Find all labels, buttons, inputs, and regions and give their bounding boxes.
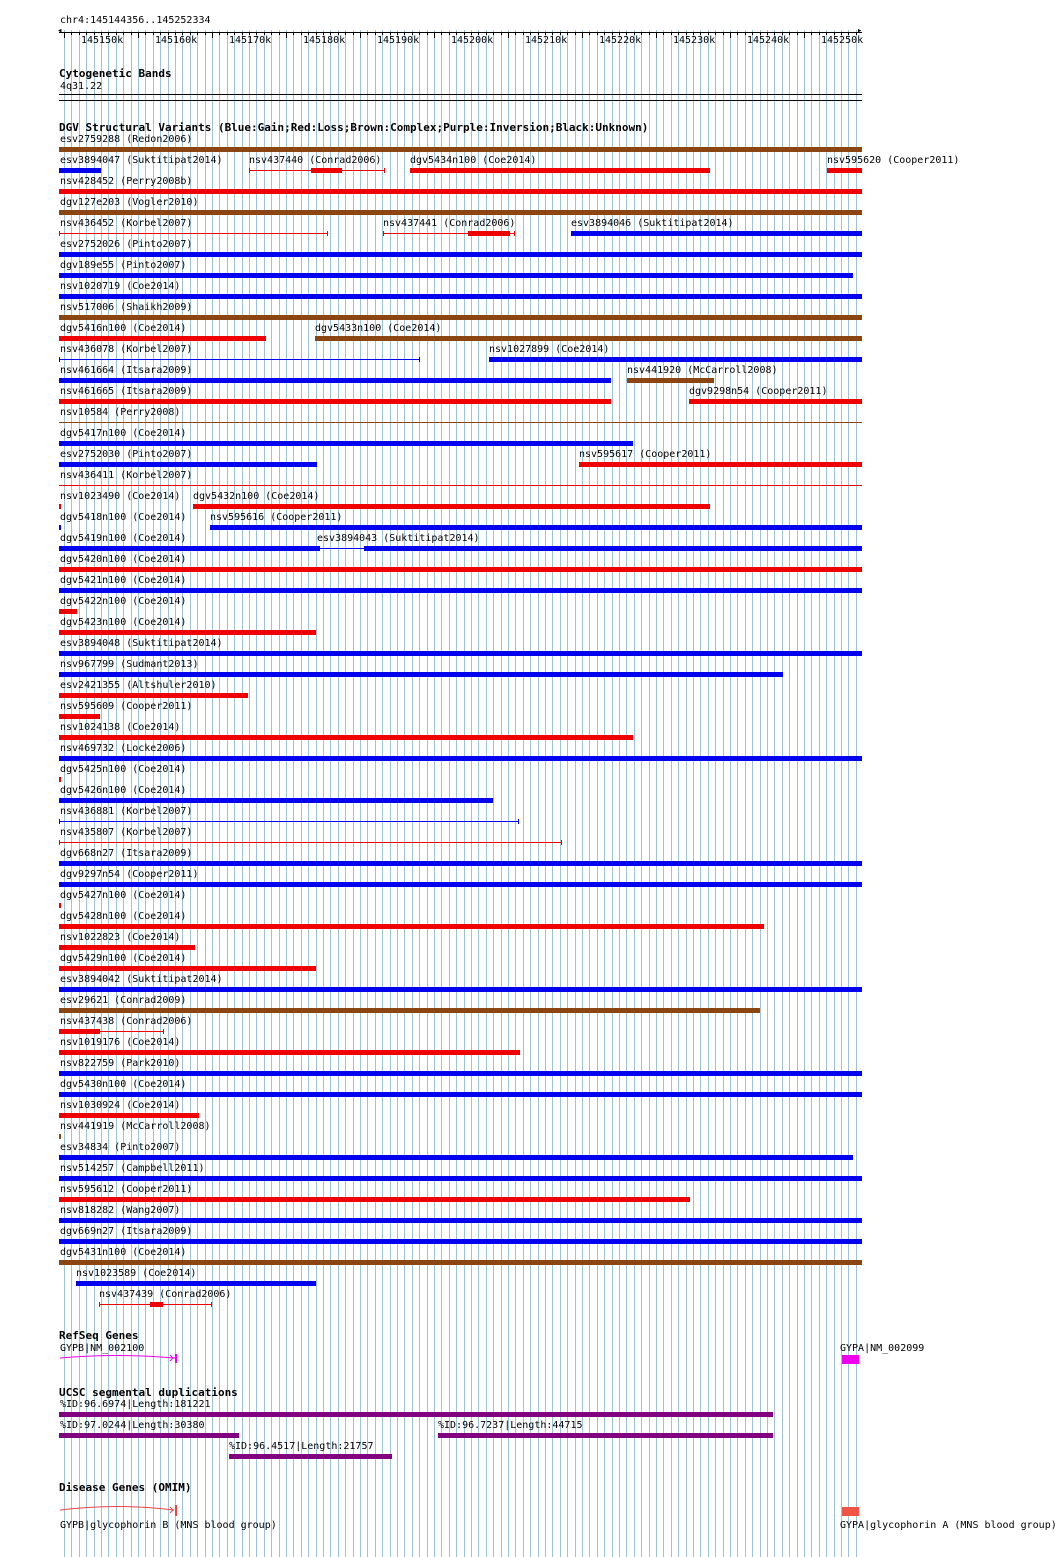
dgv-feature-bar[interactable] [59,168,101,173]
dgv-feature-bar[interactable] [59,399,611,404]
dgv-feature-label[interactable]: nsv436411 (Korbel2007) [60,470,193,481]
dgv-feature-label[interactable]: nsv595612 (Cooper2011) [60,1184,193,1195]
segdup-feature-bar[interactable] [229,1454,392,1459]
segdup-track-title[interactable]: UCSC segmental duplications [59,1386,238,1399]
dgv-feature-label[interactable]: nsv428452 (Perry2008b) [60,176,193,187]
dgv-feature-bar[interactable] [59,966,316,971]
dgv-feature-bar[interactable] [364,546,862,551]
dgv-feature-label[interactable]: nsv822759 (Park2010) [60,1058,181,1069]
dgv-feature-label[interactable]: dgv5427n100 (Coe2014) [60,890,187,901]
dgv-feature-bar[interactable] [59,609,77,614]
dgv-feature-label[interactable]: nsv1022823 (Coe2014) [60,932,181,943]
dgv-feature-label[interactable]: dgv9297n54 (Cooper2011) [60,869,199,880]
dgv-feature-label[interactable]: nsv461665 (Itsara2009) [60,386,193,397]
dgv-feature-span[interactable] [59,233,328,234]
dgv-feature-bar[interactable] [59,693,248,698]
ruler-major-tick [360,33,361,38]
disease-gene-gypa-model[interactable] [842,1507,859,1516]
dgv-feature-bar[interactable] [59,798,493,803]
dgv-feature-label[interactable]: nsv436452 (Korbel2007) [60,218,193,229]
dgv-feature-label[interactable]: nsv436078 (Korbel2007) [60,344,193,355]
dgv-feature-bar[interactable] [311,168,342,173]
dgv-feature-span[interactable] [59,422,862,423]
ruler-minor-tick [205,33,206,35]
dgv-feature-bar[interactable] [59,1176,862,1181]
ruler-minor-tick [301,33,302,35]
ruler-major-tick [434,33,435,38]
dgv-feature-bar[interactable] [59,567,862,572]
ruler-minor-tick [745,33,746,35]
dgv-feature-label[interactable]: nsv514257 (Campbell2011) [60,1163,205,1174]
ruler-tick-label: 145250k [821,35,864,46]
dgv-feature-bar[interactable] [571,231,862,236]
dgv-feature-label[interactable]: dgv5434n100 (Coe2014) [410,155,537,166]
dgv-feature-label[interactable]: dgv127e203 (Vogler2010) [60,197,199,208]
ruler-minor-tick [375,33,376,35]
dgv-feature-end [514,231,515,236]
dgv-feature-bar[interactable] [59,1050,520,1055]
ruler-right-arrow: ▸ [857,26,863,36]
dgv-feature-label[interactable]: dgv5423n100 (Coe2014) [60,617,187,628]
dgv-feature-end [59,357,60,362]
ruler-minor-tick [649,33,650,35]
dgv-feature-bar[interactable] [59,756,862,761]
ruler-major-tick [138,33,139,38]
gene-model-gypa[interactable] [842,1355,859,1364]
dgv-feature-label[interactable]: esv2421355 (Altshuler2010) [60,680,217,691]
dgv-feature-label[interactable]: dgv9298n54 (Cooper2011) [689,386,828,397]
dgv-feature-label[interactable]: nsv441920 (McCarroll2008) [627,365,778,376]
ruler-minor-tick [819,33,820,35]
dgv-feature-label[interactable]: dgv5433n100 (Coe2014) [315,323,442,334]
dgv-feature-label[interactable]: esv3894043 (Suktitipat2014) [317,533,480,544]
dgv-feature-end [59,840,60,845]
dgv-feature-span[interactable] [59,485,862,486]
dgv-feature-label[interactable]: nsv437438 (Conrad2006) [60,1016,193,1027]
dgv-feature-bar[interactable] [59,336,266,341]
ruler-minor-tick [515,33,516,35]
ruler-minor-tick [219,33,220,35]
dgv-feature-bar[interactable] [59,1218,862,1223]
dgv-feature-bar[interactable] [59,924,764,929]
dgv-feature-bar[interactable] [59,903,61,908]
ruler-minor-tick [145,33,146,35]
segdup-feature-bar[interactable] [438,1433,773,1438]
dgv-feature-label[interactable]: nsv818282 (Wang2007) [60,1205,181,1216]
cytoband-line [59,94,862,95]
ruler-minor-tick [131,33,132,35]
ruler-tick-label: 145220k [599,35,642,46]
dgv-feature-bar[interactable] [76,1281,316,1286]
ruler-minor-tick [71,33,72,35]
dgv-feature-bar[interactable] [59,462,317,467]
dgv-feature-label[interactable]: dgv5417n100 (Coe2014) [60,428,187,439]
dgv-feature-bar[interactable] [59,546,317,551]
dgv-feature-bar[interactable] [59,1092,862,1097]
dgv-feature-bar[interactable] [59,987,862,992]
dgv-feature-label[interactable]: dgv5426n100 (Coe2014) [60,785,187,796]
dgv-feature-bar[interactable] [59,1029,100,1034]
dgv-feature-bar[interactable] [59,1113,199,1118]
ruler-tick-label: 145240k [747,35,790,46]
dgv-feature-label[interactable]: esv2752026 (Pinto2007) [60,239,193,250]
ruler-minor-tick [797,33,798,35]
dgv-feature-label[interactable]: nsv1030924 (Coe2014) [60,1100,181,1111]
dgv-feature-bar[interactable] [689,399,862,404]
dgv-feature-bar[interactable] [315,336,862,341]
dgv-feature-bar[interactable] [579,462,862,467]
dgv-feature-label[interactable]: nsv1023589 (Coe2014) [76,1268,197,1279]
segdup-feature-label[interactable]: %ID:96.6974|Length:181221 [60,1399,211,1410]
dgv-track-title[interactable]: DGV Structural Variants (Blue:Gain;Red:Loss;Brown:Complex;Purple:Inversion;Black:Unknown) [59,121,649,134]
dgv-feature-label[interactable]: nsv437439 (Conrad2006) [99,1289,232,1300]
dgv-feature-label[interactable]: nsv595620 (Cooper2011) [827,155,960,166]
dgv-feature-label[interactable]: nsv595616 (Cooper2011) [210,512,343,523]
dgv-feature-label[interactable]: nsv461664 (Itsara2009) [60,365,193,376]
dgv-feature-end [211,1302,212,1307]
locus-label: chr4:145144356..145252334 [60,15,211,26]
ruler-minor-tick [575,33,576,35]
dgv-feature-bar[interactable] [59,1071,862,1076]
gene-label-gypa[interactable]: GYPA|NM_002099 [840,1343,925,1354]
dgv-feature-end [419,357,420,362]
dgv-feature-label[interactable]: dgv668n27 (Itsara2009) [60,848,193,859]
ruler-tick-label: 145150k [81,35,124,46]
ruler-tick-label: 145200k [451,35,494,46]
disease-gene-gypb-model[interactable] [59,1503,183,1519]
dgv-feature-bar[interactable] [627,378,714,383]
dgv-feature-label[interactable]: dgv5432n100 (Coe2014) [193,491,320,502]
dgv-feature-bar[interactable] [59,1155,853,1160]
ruler-minor-tick [811,33,812,35]
ruler-minor-tick [523,33,524,35]
ruler-major-tick [804,33,805,38]
dgv-feature-bar[interactable] [59,525,61,530]
dgv-feature-bar[interactable] [468,231,510,236]
dgv-feature-end [384,168,385,173]
dgv-feature-label[interactable]: dgv5422n100 (Coe2014) [60,596,187,607]
dgv-feature-end [327,231,328,236]
dgv-feature-end [249,168,250,173]
ruler-minor-tick [671,33,672,35]
dgv-feature-bar[interactable] [59,651,862,656]
ruler-minor-tick [589,33,590,35]
dgv-feature-label[interactable]: nsv436881 (Korbel2007) [60,806,193,817]
dgv-feature-bar[interactable] [59,588,862,593]
ruler-tick-label: 145170k [229,35,272,46]
segdup-feature-label[interactable]: %ID:96.7237|Length:44715 [438,1420,583,1431]
dgv-feature-span[interactable] [59,359,420,360]
dgv-feature-label[interactable]: nsv595617 (Cooper2011) [579,449,712,460]
dgv-feature-label[interactable]: nsv1027899 (Coe2014) [489,344,610,355]
dgv-feature-label[interactable]: dgv5430n100 (Coe2014) [60,1079,187,1090]
dgv-feature-bar[interactable] [59,735,633,740]
dgv-feature-bar[interactable] [410,168,710,173]
dgv-feature-bar[interactable] [59,945,195,950]
dgv-feature-bar[interactable] [59,378,611,383]
ruler-minor-tick [737,33,738,35]
ruler-minor-tick [441,33,442,35]
dgv-feature-bar[interactable] [59,630,316,635]
ruler-minor-tick [663,33,664,35]
gene-label-gypb[interactable]: GYPB|NM_002100 [60,1343,145,1354]
cytoband-track-title[interactable]: Cytogenetic Bands [59,67,172,80]
dgv-feature-label[interactable]: dgv5420n100 (Coe2014) [60,554,187,565]
dgv-feature-end [99,1302,100,1307]
dgv-feature-label[interactable]: nsv435807 (Korbel2007) [60,827,193,838]
dgv-feature-bar[interactable] [59,882,862,887]
ruler-major-tick [656,33,657,38]
dgv-feature-label[interactable]: esv3894046 (Suktitipat2014) [571,218,734,229]
ruler-major-tick [582,33,583,38]
dgv-feature-end [59,231,60,236]
dgv-feature-bar[interactable] [827,168,862,173]
ruler-tick-label: 145180k [303,35,346,46]
dgv-feature-bar[interactable] [59,672,783,677]
segdup-feature-label[interactable]: %ID:96.4517|Length:21757 [229,1441,374,1452]
dgv-feature-label[interactable]: nsv1019176 (Coe2014) [60,1037,181,1048]
track-divider [59,100,862,101]
dgv-feature-label[interactable]: esv2759288 (Redon2006) [60,134,193,145]
ruler-tick-label: 145230k [673,35,716,46]
dgv-feature-label[interactable]: nsv437440 (Conrad2006) [249,155,382,166]
ruler-minor-tick [501,33,502,35]
dgv-feature-span[interactable] [59,842,562,843]
segdup-feature-bar[interactable] [59,1412,773,1417]
dgv-feature-bar[interactable] [317,546,320,551]
dgv-feature-label[interactable]: dgv5428n100 (Coe2014) [60,911,187,922]
dgv-feature-span[interactable] [317,548,364,549]
dgv-feature-bar[interactable] [59,147,862,152]
dgv-feature-label[interactable]: dgv5429n100 (Coe2014) [60,953,187,964]
dgv-feature-end [59,819,60,824]
dgv-feature-bar[interactable] [59,441,633,446]
dgv-feature-bar[interactable] [193,504,710,509]
dgv-feature-label[interactable]: nsv967799 (Sudmant2013) [60,659,199,670]
dgv-feature-label[interactable]: dgv5416n100 (Coe2014) [60,323,187,334]
ruler-tick-label: 145160k [155,35,198,46]
refseq-track-title[interactable]: RefSeq Genes [59,1329,139,1342]
disease-gene-label-gypb[interactable]: GYPB|glycophorin B (MNS blood group) [60,1520,277,1531]
dgv-feature-bar[interactable] [59,1008,760,1013]
dgv-feature-bar[interactable] [59,273,853,278]
dgv-feature-label[interactable]: esv34834 (Pinto2007) [60,1142,181,1153]
dgv-feature-end [383,231,384,236]
ruler-minor-tick [227,33,228,35]
dgv-feature-label[interactable]: nsv1024138 (Coe2014) [60,722,181,733]
dgv-feature-label[interactable]: nsv10584 (Perry2008) [60,407,181,418]
ruler-major-tick [212,33,213,38]
ruler-tick-label: 145210k [525,35,568,46]
ruler-minor-tick [723,33,724,35]
ruler-major-tick [286,33,287,38]
dgv-feature-label[interactable]: dgv5421n100 (Coe2014) [60,575,187,586]
ruler-minor-tick [597,33,598,35]
dgv-feature-label[interactable]: esv29621 (Conrad2009) [60,995,187,1006]
ruler-axis [59,32,862,33]
dgv-feature-label[interactable]: dgv189e55 (Pinto2007) [60,260,187,271]
dgv-feature-bar[interactable] [59,1260,862,1265]
ruler-minor-tick [293,33,294,35]
dgv-feature-bar[interactable] [59,1239,862,1244]
ruler-minor-tick [367,33,368,35]
dgv-feature-label[interactable]: nsv595609 (Cooper2011) [60,701,193,712]
dgv-feature-label[interactable]: nsv1023490 (Coe2014) [60,491,181,502]
dgv-feature-bar[interactable] [59,189,862,194]
dgv-feature-end [561,840,562,845]
dgv-feature-label[interactable]: dgv5425n100 (Coe2014) [60,764,187,775]
dgv-feature-bar[interactable] [59,315,862,320]
dgv-feature-label[interactable]: dgv5418n100 (Coe2014) [60,512,187,523]
dgv-feature-label[interactable]: dgv5419n100 (Coe2014) [60,533,187,544]
dgv-feature-bar[interactable] [59,210,862,215]
dgv-feature-label[interactable]: esv3894047 (Suktitipat2014) [60,155,223,166]
dgv-feature-end [163,1029,164,1034]
ruler-tick-label: 145190k [377,35,420,46]
ruler-minor-tick [79,33,80,35]
dgv-feature-bar[interactable] [59,1197,690,1202]
ruler-minor-tick [427,33,428,35]
dgv-feature-label[interactable]: nsv517006 (Shaikh2009) [60,302,193,313]
ruler-minor-tick [153,33,154,35]
ruler-minor-tick [449,33,450,35]
dgv-feature-label[interactable]: nsv1020719 (Coe2014) [60,281,181,292]
dgv-feature-label[interactable]: nsv469732 (Locke2006) [60,743,187,754]
dgv-feature-label[interactable]: esv3894042 (Suktitipat2014) [60,974,223,985]
gene-model-gypb[interactable] [59,1351,183,1367]
ruler-minor-tick [279,33,280,35]
dgv-feature-label[interactable]: nsv441919 (McCarroll2008) [60,1121,211,1132]
dgv-feature-bar[interactable] [210,525,862,530]
dgv-feature-label[interactable]: dgv669n27 (Itsara2009) [60,1226,193,1237]
dgv-feature-span[interactable] [59,821,519,822]
dgv-feature-bar[interactable] [489,357,862,362]
segdup-feature-label[interactable]: %ID:97.0244|Length:30380 [60,1420,205,1431]
disease-gene-label-gypa[interactable]: GYPA|glycophorin A (MNS blood group) [840,1520,1057,1531]
dgv-feature-end [518,819,519,824]
dgv-feature-bar[interactable] [59,294,862,299]
dgv-feature-label[interactable]: esv3894048 (Suktitipat2014) [60,638,223,649]
ruler-major-tick [64,33,65,38]
dgv-feature-bar[interactable] [59,714,100,719]
dgv-feature-label[interactable]: esv2752030 (Pinto2007) [60,449,193,460]
omim-track-title[interactable]: Disease Genes (OMIM) [59,1481,192,1494]
cytoband-label[interactable]: 4q31.22 [60,81,103,92]
ruler-major-tick [508,33,509,38]
dgv-feature-bar[interactable] [59,504,61,509]
segdup-feature-bar[interactable] [59,1433,239,1438]
ruler-left-arrow: ◂ [57,26,63,36]
dgv-feature-bar[interactable] [59,1134,61,1139]
dgv-feature-bar[interactable] [59,777,61,782]
dgv-feature-label[interactable]: nsv437441 (Conrad2006) [383,218,516,229]
dgv-feature-bar[interactable] [150,1302,163,1307]
dgv-feature-label[interactable]: dgv5431n100 (Coe2014) [60,1247,187,1258]
ruler-minor-tick [353,33,354,35]
dgv-feature-bar[interactable] [59,861,862,866]
ruler-major-tick [730,33,731,38]
dgv-feature-bar[interactable] [59,252,862,257]
